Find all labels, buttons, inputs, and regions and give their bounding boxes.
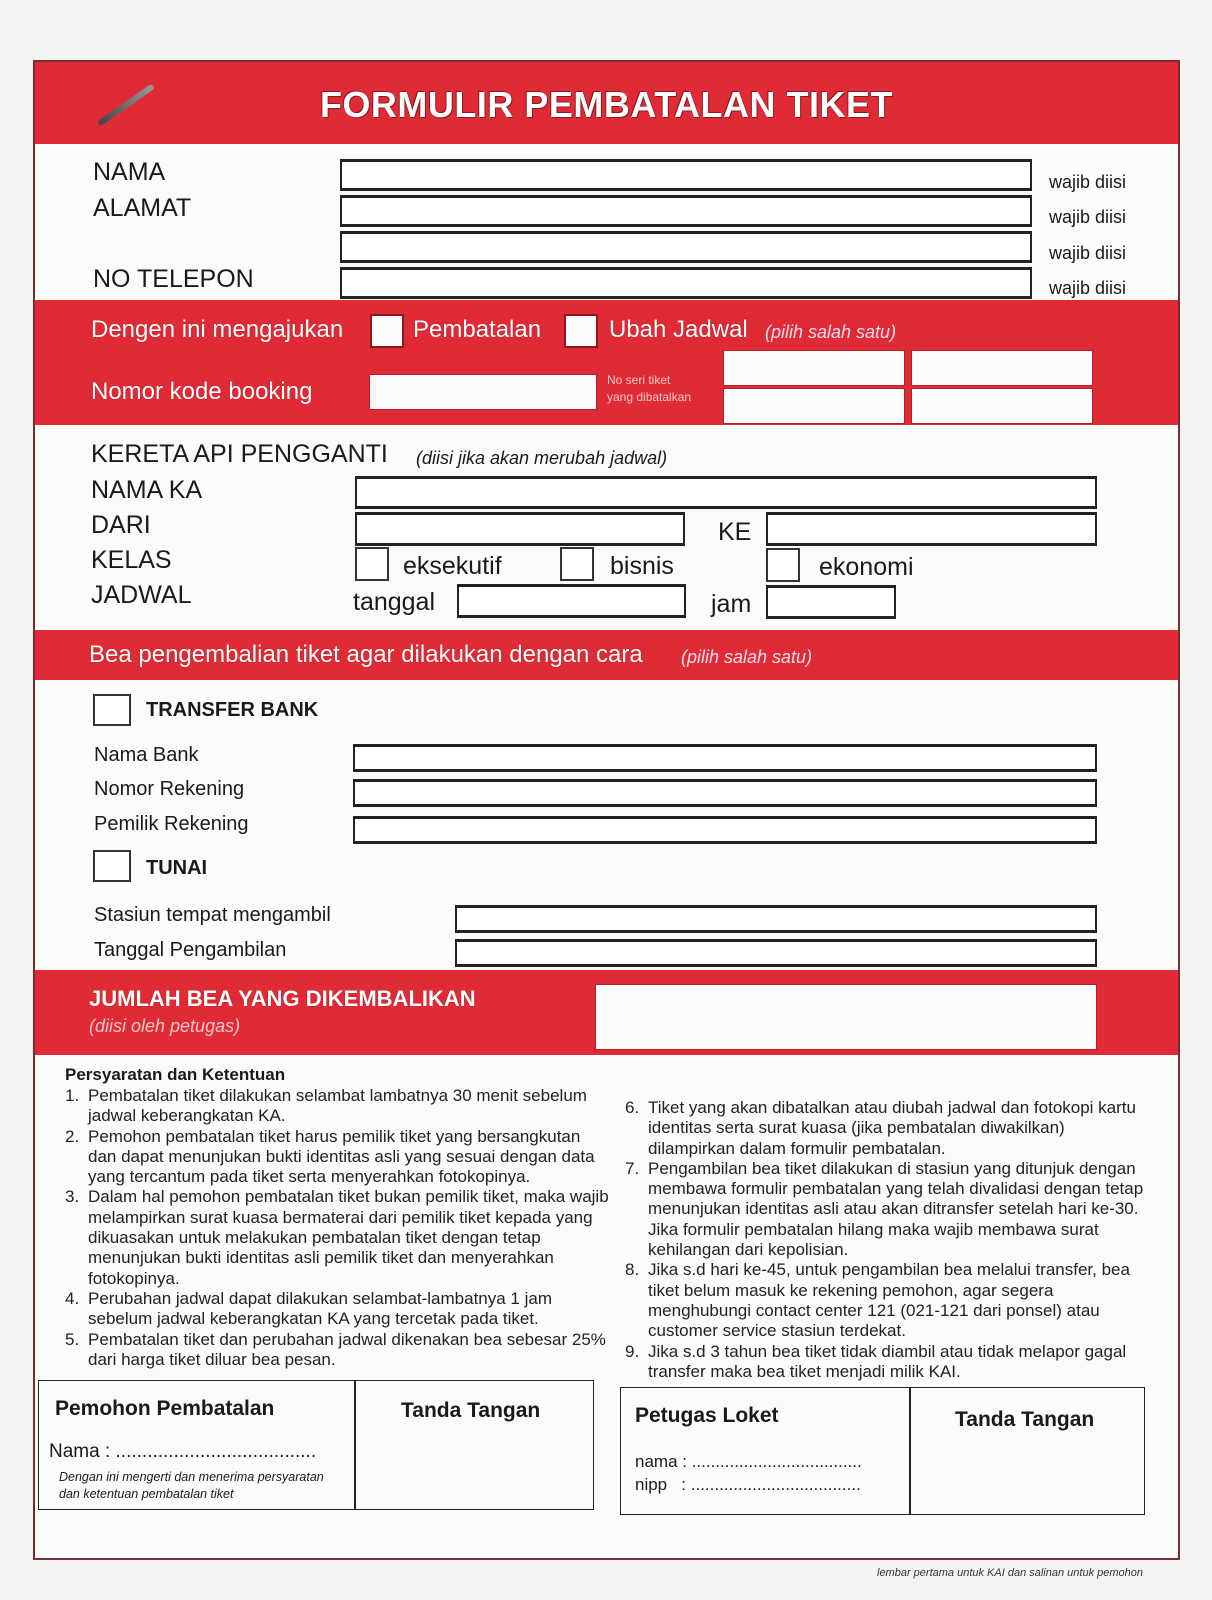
serial-input-3[interactable] bbox=[723, 388, 905, 424]
title-band bbox=[35, 62, 1178, 144]
schedule-label: JADWAL bbox=[91, 581, 192, 609]
class-business-label: bisnis bbox=[610, 552, 674, 580]
date-input[interactable] bbox=[457, 584, 686, 618]
class-economy-checkbox[interactable] bbox=[766, 548, 800, 582]
account-number-input[interactable] bbox=[353, 779, 1097, 807]
term-item: 4. Perubahan jadwal dapat dilakukan selambat-lambatnya 1 jam sebelum jadwal keberangkatan KA yang tercetak pada tiket. bbox=[65, 1288, 553, 1329]
applicant-agreement-note bbox=[59, 1469, 324, 1503]
request-band bbox=[35, 300, 1178, 425]
refund-method-note: (pilih salah satu) bbox=[681, 647, 813, 667]
term-item: 1. Pembatalan tiket dilakukan selambat lambatnya 30 menit sebelum jadwal keberangkatan KA. bbox=[65, 1086, 587, 1126]
refund-amount-band bbox=[35, 970, 1178, 1055]
pickup-date-input[interactable] bbox=[455, 939, 1097, 967]
serial-input-1[interactable] bbox=[723, 350, 905, 386]
date-label: tanggal bbox=[353, 588, 436, 616]
term-item: 2. Pemohon pembatalan tiket harus pemilik tiket yang bersangkutan dan dapat menunjukan bukti identitas asli yang sesuai dengan data yang tercantum pada tiket serta menyerahkan fotokopinya. bbox=[65, 1126, 595, 1187]
pickup-station-label: Stasiun tempat mengambil bbox=[94, 904, 331, 926]
from-label: DARI bbox=[91, 511, 151, 539]
address-input-line2[interactable] bbox=[340, 231, 1032, 263]
applicant-heading: Pemohon Pembatalan bbox=[55, 1397, 275, 1420]
form-title: FORMULIR PEMBATALAN TIKET bbox=[319, 84, 894, 125]
required-note: wajib diisi bbox=[1049, 278, 1127, 298]
cancellation-form bbox=[33, 60, 1180, 1560]
train-name-label: NAMA KA bbox=[91, 476, 203, 504]
phone-label: NO TELEPON bbox=[93, 265, 254, 293]
transfer-bank-label: TRANSFER BANK bbox=[146, 699, 319, 721]
applicant-signature-box bbox=[38, 1380, 594, 1510]
cash-label: TUNAI bbox=[146, 857, 208, 879]
cash-checkbox[interactable] bbox=[93, 850, 131, 882]
class-business-checkbox[interactable] bbox=[560, 547, 594, 581]
phone-input[interactable] bbox=[340, 267, 1032, 299]
time-label: jam bbox=[711, 590, 752, 618]
reschedule-option-label: Ubah Jadwal bbox=[609, 316, 748, 343]
request-intro-label: Dengen ini mengajukan bbox=[91, 316, 344, 343]
to-label: KE bbox=[718, 518, 752, 546]
serial-label-line1: No seri tiket bbox=[607, 373, 671, 387]
refund-amount-input[interactable] bbox=[595, 984, 1097, 1050]
officer-signature-box bbox=[620, 1387, 1145, 1515]
bank-name-input[interactable] bbox=[353, 744, 1097, 772]
term-item: 6. Tiket yang akan dibatalkan atau diubah jadwal dan fotokopi kartu identitas serta surat kuasa (jika pembatalan diwakilkan) dilampirkan dalam formulir pembatalan. bbox=[625, 1098, 1136, 1158]
refund-amount-label: JUMLAH BEA YANG DIKEMBALIKAN bbox=[89, 986, 476, 1011]
agreement-line1: Dengan ini mengerti dan menerima persyaratan bbox=[59, 1470, 324, 1484]
cancel-option-label: Pembatalan bbox=[413, 316, 542, 343]
reschedule-checkbox[interactable] bbox=[564, 314, 598, 348]
train-name-input[interactable] bbox=[355, 476, 1097, 509]
term-item: 9. Jika s.d 3 tahun bea tiket tidak diambil atau tidak melapor gagal transfer maka bea tiket menjadi milik KAI. bbox=[625, 1341, 1127, 1381]
address-label: ALAMAT bbox=[93, 194, 192, 222]
cancel-checkbox[interactable] bbox=[370, 314, 404, 348]
terms-right-column bbox=[625, 1098, 1145, 1382]
pickup-station-input[interactable] bbox=[455, 905, 1097, 933]
from-input[interactable] bbox=[355, 512, 685, 546]
term-item: 5. Pembatalan tiket dan perubahan jadwal dikenakan bea sebesar 25% dari harga tiket diluar bea pesan. bbox=[65, 1329, 606, 1369]
agreement-line2: dan ketentuan pembatalan tiket bbox=[59, 1487, 234, 1501]
account-number-label: Nomor Rekening bbox=[94, 778, 245, 800]
refund-amount-note: (diisi oleh petugas) bbox=[89, 1016, 241, 1036]
pickup-date-label: Tanggal Pengambilan bbox=[94, 939, 287, 961]
terms-left-column bbox=[65, 1086, 610, 1370]
serial-input-2[interactable] bbox=[911, 350, 1093, 386]
officer-nipp-line[interactable]: nipp : .................................... bbox=[635, 1475, 861, 1494]
applicant-name-line[interactable]: Nama : ...................................... bbox=[49, 1441, 317, 1462]
name-label: NAMA bbox=[93, 158, 166, 186]
account-owner-input[interactable] bbox=[353, 816, 1097, 844]
term-item: 7. Pengambilan bea tiket dilakukan di stasiun yang ditunjuk dengan membawa formulir pembatalan yang telah divalidasi dengan tetap menunjukan identitas asli atau akan ditransfer setelah hari ke-30. Jika formulir pembatalan hilang maka wajib membawa surat kehilangan dari kepolisian. bbox=[625, 1158, 1144, 1260]
replacement-heading-note: (diisi jika akan merubah jadwal) bbox=[416, 448, 668, 468]
serial-input-4[interactable] bbox=[911, 388, 1093, 424]
required-note: wajib diisi bbox=[1049, 172, 1127, 192]
copy-note: lembar pertama untuk KAI dan salinan untuk pemohon bbox=[877, 1567, 1143, 1579]
choose-one-note: (pilih salah satu) bbox=[765, 322, 897, 342]
divider bbox=[354, 1381, 356, 1509]
divider bbox=[909, 1388, 911, 1514]
refund-method-band bbox=[35, 630, 1178, 680]
name-input[interactable] bbox=[340, 159, 1032, 191]
officer-name-line[interactable]: nama : .................................... bbox=[635, 1452, 862, 1471]
address-input-line1[interactable] bbox=[340, 195, 1032, 227]
booking-code-label: Nomor kode booking bbox=[91, 378, 313, 405]
class-label: KELAS bbox=[91, 546, 172, 574]
replacement-heading: KERETA API PENGGANTI bbox=[91, 440, 388, 468]
serial-label-line2: yang dibatalkan bbox=[607, 390, 692, 404]
account-owner-label: Pemilik Rekening bbox=[94, 813, 249, 835]
applicant-signature-heading: Tanda Tangan bbox=[401, 1399, 541, 1422]
class-economy-label: ekonomi bbox=[819, 553, 914, 581]
class-executive-label: eksekutif bbox=[403, 552, 502, 580]
required-note: wajib diisi bbox=[1049, 207, 1127, 227]
class-executive-checkbox[interactable] bbox=[355, 547, 389, 581]
term-item: 3. Dalam hal pemohon pembatalan tiket bukan pemilik tiket, maka wajib melampirkan surat kuasa bermaterai dari pemilik tiket kepada yang dikuasakan untuk melakukan pembatalan tiket dengan tetap menunjukan bukti identitas asli pemilik tiket dan menyerahkan fotokopinya. bbox=[65, 1187, 609, 1288]
time-input[interactable] bbox=[766, 585, 896, 619]
officer-heading: Petugas Loket bbox=[635, 1404, 779, 1427]
serial-label bbox=[607, 372, 691, 406]
to-input[interactable] bbox=[766, 512, 1097, 546]
officer-signature-heading: Tanda Tangan bbox=[955, 1408, 1095, 1431]
term-item: 8. Jika s.d hari ke-45, untuk pengambilan bea melalui transfer, bea tiket belum masuk ke rekening pemohon, agar segera menghubungi contact center 121 (021-121 dari ponsel) atau customer service stasiun terdekat. bbox=[625, 1260, 1130, 1341]
refund-method-heading: Bea pengembalian tiket agar dilakukan dengan cara bbox=[89, 641, 643, 668]
required-note: wajib diisi bbox=[1049, 243, 1127, 263]
booking-code-input[interactable] bbox=[369, 374, 597, 410]
terms-title: Persyaratan dan Ketentuan bbox=[65, 1065, 286, 1084]
transfer-bank-checkbox[interactable] bbox=[93, 694, 131, 726]
bank-name-label: Nama Bank bbox=[94, 744, 199, 766]
